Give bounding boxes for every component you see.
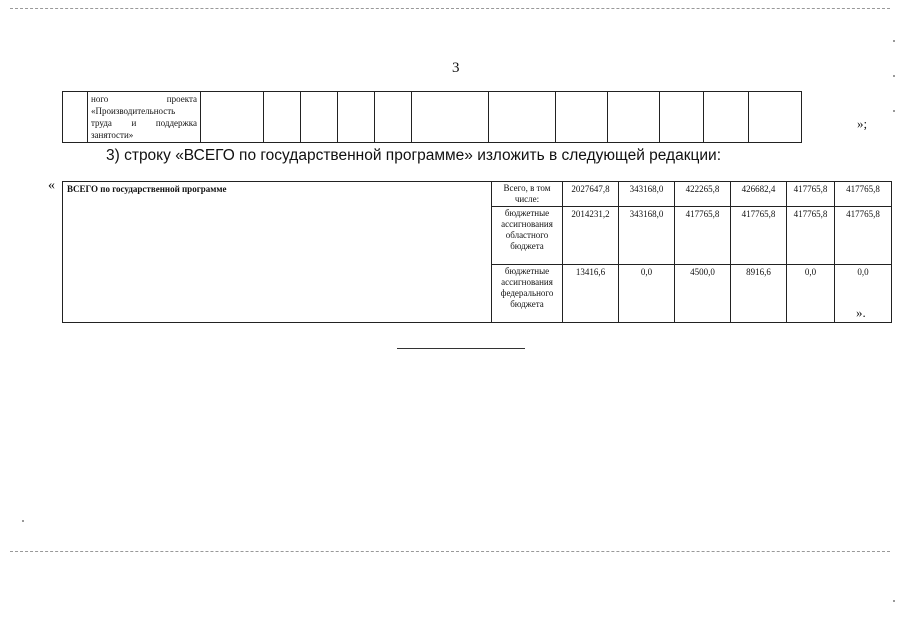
value-cell: 417765,8	[835, 182, 892, 207]
instruction-text: 3) строку «ВСЕГО по государственной программе» изложить в следующей редакции:	[106, 147, 722, 164]
value-cell: 426682,4	[731, 182, 787, 207]
table-row	[63, 182, 892, 207]
row-label: бюджетные ассигнования областного бюджета	[492, 207, 563, 265]
table-cell	[660, 92, 704, 143]
closing-quote: »;	[857, 116, 868, 131]
scan-artifact	[893, 600, 895, 602]
table-cell	[63, 92, 88, 143]
fragment-text: ного проекта «Производительность труда и поддержка занятости»	[91, 94, 197, 140]
value-cell: 13416,6	[563, 265, 619, 323]
scan-artifact	[893, 75, 895, 77]
value-cell: 417765,8	[675, 207, 731, 265]
table-cell	[88, 92, 201, 143]
value-cell: 417765,8	[787, 182, 835, 207]
page-number: 3	[452, 60, 460, 76]
scan-artifact	[10, 551, 890, 552]
row-label: бюджетные ассигнования федерального бюджета	[492, 265, 563, 323]
fragment-table	[62, 91, 802, 143]
value-cell: 343168,0	[619, 182, 675, 207]
value-cell: 343168,0	[619, 207, 675, 265]
table-cell	[264, 92, 301, 143]
table-cell	[608, 92, 660, 143]
value-cell: 4500,0	[675, 265, 731, 323]
closing-quote: ».	[856, 305, 866, 320]
table-cell	[375, 92, 412, 143]
table-cell	[412, 92, 489, 143]
value-cell: 0,0	[787, 265, 835, 323]
value-cell: 417765,8	[835, 207, 892, 265]
table-cell	[338, 92, 375, 143]
value-cell: 417765,8	[787, 207, 835, 265]
total-table	[62, 181, 892, 323]
total-title: ВСЕГО по государственной программе	[63, 182, 492, 323]
opening-quote: «	[48, 178, 55, 193]
value-cell: 8916,6	[731, 265, 787, 323]
value-cell: 2027647,8	[563, 182, 619, 207]
scan-artifact	[893, 40, 895, 42]
end-divider	[397, 348, 525, 349]
table-cell	[556, 92, 608, 143]
table-cell	[301, 92, 338, 143]
value-cell: 0,0	[835, 265, 892, 323]
row-label: Всего, в том числе:	[492, 182, 563, 207]
table-cell	[201, 92, 264, 143]
value-cell: 0,0	[619, 265, 675, 323]
table-cell	[749, 92, 802, 143]
scan-artifact	[10, 8, 890, 9]
table-row	[63, 92, 802, 143]
table-cell	[704, 92, 749, 143]
value-cell: 422265,8	[675, 182, 731, 207]
scan-artifact	[22, 520, 24, 522]
scan-artifact	[893, 110, 895, 112]
value-cell: 2014231,2	[563, 207, 619, 265]
value-cell: 417765,8	[731, 207, 787, 265]
table-cell	[489, 92, 556, 143]
